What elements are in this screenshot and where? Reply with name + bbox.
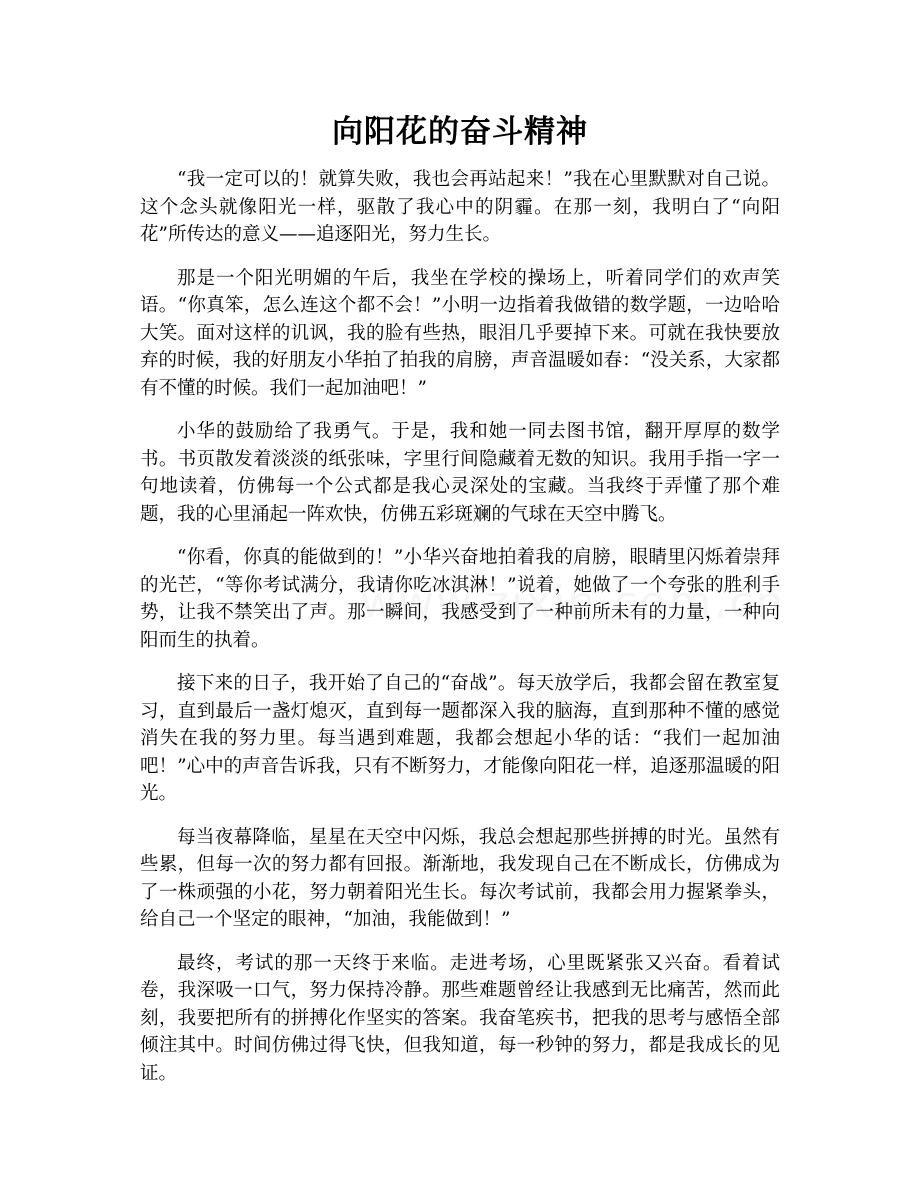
page-title: 向阳花的奋斗精神 [332,114,588,150]
paragraph-4: “你看，你真的能做到的！”小华兴奋地拍着我的肩膀，眼睛里闪烁着崇拜的光芒，“等你考试满分，我请你吃冰淇淋！”说着，她做了一个夸张的胜利手势，让我不禁笑出了声。那一瞬间，我感受到了一种前所未有的力量，一种向阳而生的执着。 [140,547,780,651]
paragraph-6: 每当夜幕降临，星星在天空中闪烁，我总会想起那些拼搏的时光。虽然有些累，但每一次的努力都有回报。渐渐地，我发现自己在不断成长，仿佛成为了一株顽强的小花，努力朝着阳光生长。每次考试前，我都会用力握紧拳头，给自己一个坚定的眼神，“加油，我能做到！” [140,826,780,930]
paragraph-2: 那是一个阳光明媚的午后，我坐在学校的操场上，听着同学们的欢声笑语。“你真笨，怎么连这个都不会！”小明一边指着我做错的数学题，一边哈哈大笑。面对这样的讥讽，我的脸有些热，眼泪几乎要掉下来。可就在我快要放弃的时候，我的好朋友小华拍了拍我的肩膀，声音温暖如春：“没关系，大家都有不懂的时候。我们一起加油吧！” [140,267,780,399]
paragraph-3: 小华的鼓励给了我勇气。于是，我和她一同去图书馆，翻开厚厚的数学书。书页散发着淡淡的纸张味，字里行间隐藏着无数的知识。我用手指一字一句地读着，仿佛每一个公式都是我心灵深处的宝藏。当我终于弄懂了那个难题，我的心里涌起一阵欢快，仿佛五彩斑斓的气球在天空中腾飞。 [140,421,780,525]
paragraph-1: “我一定可以的！就算失败，我也会再站起来！”我在心里默默对自己说。这个念头就像阳光一样，驱散了我心中的阴霾。在那一刻，我明白了“向阳花”所传达的意义——追逐阳光，努力生长。 [140,169,780,245]
paragraph-5: 接下来的日子，我开始了自己的“奋战”。每天放学后，我都会留在教室复习，直到最后一盏灯熄灭，直到每一题都深入我的脑海，直到那种不懂的感觉消失在我的努力里。每当遇到难题，我都会想起小华的话：“我们一起加油吧！”心中的声音告诉我，只有不断努力，才能像向阳花一样，追逐那温暖的阳光。 [140,673,780,804]
paragraph-7: 最终，考试的那一天终于来临。走进考场，心里既紧张又兴奋。看着试卷，我深吸一口气，努力保持冷静。那些难题曾经让我感到无比痛苦，然而此刻，我要把所有的拼搏化作坚实的答案。我奋笔疾书，把我的思考与感悟全部倾注其中。时间仿佛过得飞快，但我知道，每一秒钟的努力，都是我成长的见证。 [140,952,780,1084]
article-body [140,166,780,1103]
